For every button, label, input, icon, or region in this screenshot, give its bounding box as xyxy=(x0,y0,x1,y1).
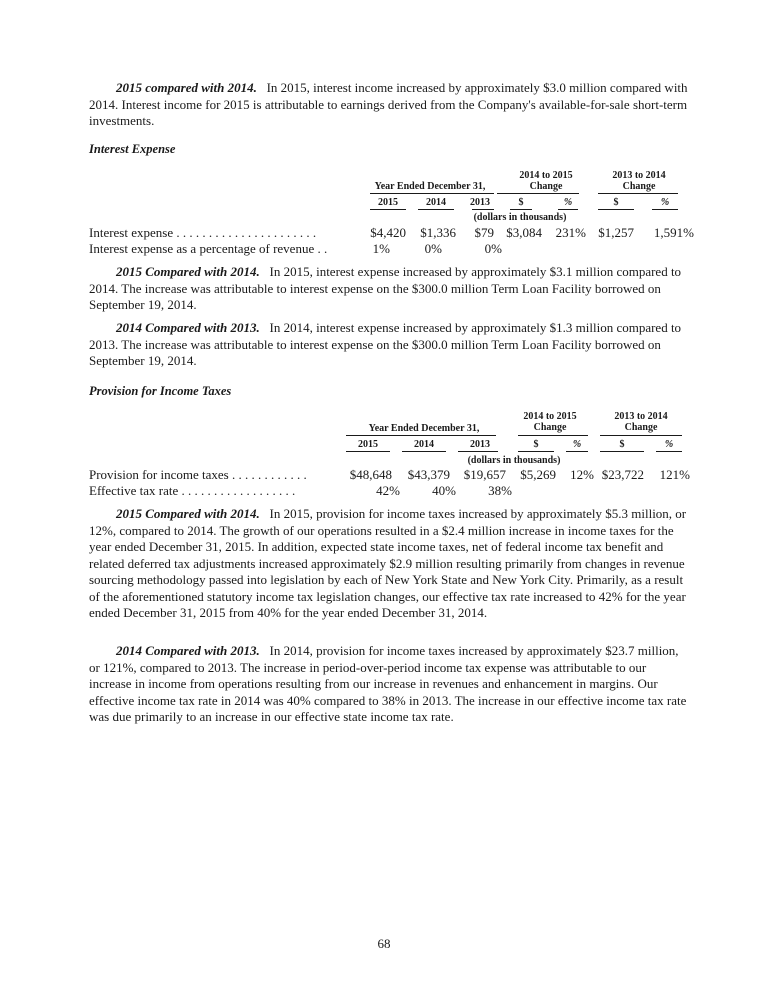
paragraph-text: In 2014, provision for income taxes increased by approximately $23.7 million, or 121%, compared to 2013. The increase in period-over-period income tax expense was attributable to our increase in income from operations resulting from our increase in revenues and enhancement in margins. Our effective income tax rate in 2014 was 40% compared to 38% in 2013. The increase in our effective income tax rate was due primarily to an increase in our effective state income tax rate. xyxy=(89,643,687,724)
paragraph-text: In 2015, provision for income taxes increased by approximately $5.3 million, or 12%, compared to 2014. The growth of our operations resulted in a $2.4 million increase in income taxes for the year ended December 31, 2015. In addition, expected state income taxes, net of federal income tax benefit and related deferred tax adjustments increased approximately $2.9 million resulting primarily from changes in revenue sourcing methodology passed into legislation by each of New York State and New York City. Primarily, as a result of the aforementioned statutory income tax legislation changes, our effective tax rate increased to 42% for the year ended December 31, 2015 from 40% for the year ended December 31, 2014. xyxy=(89,506,687,620)
col-percent-change-a: % xyxy=(563,197,573,208)
cell-2015: 42% xyxy=(376,483,400,498)
cell-2015: $4,420 xyxy=(370,225,406,240)
paragraph-text: In 2014, interest expense increased by approximately $1.3 million compared to 2013. The increase was attributable to interest expense on the $300.0 million Term Loan Facility borrowed on September 19, 2014. xyxy=(89,320,682,368)
paragraph-lead: 2015 Compared with 2014. xyxy=(116,264,260,279)
paragraph-lead: 2015 compared with 2014. xyxy=(116,80,257,95)
col-2013: 2013 xyxy=(470,439,490,450)
header-year-ended: Year Ended December 31, xyxy=(368,423,480,434)
cell-percent-change-a: 231% xyxy=(555,225,586,240)
cell-dollar-change-a: $3,084 xyxy=(506,225,542,240)
cell-2013: $19,657 xyxy=(463,467,506,482)
page-number: 68 xyxy=(377,936,391,951)
col-dollar-change-b: $ xyxy=(619,439,625,450)
cell-dollar-change-b: $1,257 xyxy=(598,225,634,240)
header-change-2013-2014: 2013 to 2014 Change xyxy=(612,170,666,192)
col-dollar-change-a: $ xyxy=(518,197,524,208)
interest-expense-2015-paragraph xyxy=(89,264,689,314)
cell-percent-change-a: 12% xyxy=(570,467,594,482)
interest-expense-2014-paragraph xyxy=(89,320,689,370)
units-note: (dollars in thousands) xyxy=(467,455,561,466)
provision-2014-paragraph xyxy=(89,643,689,726)
cell-dollar-change-a: $5,269 xyxy=(520,467,556,482)
header-year-ended: Year Ended December 31, xyxy=(374,181,486,192)
cell-percent-change-b: 1,591% xyxy=(653,225,694,240)
paragraph-text: In 2015, interest income increased by approximately $3.0 million compared with 2014. Interest income for 2015 is attributable to earnings derived from the Company's available-for-sale short-term investments. xyxy=(89,80,688,128)
interest-income-paragraph xyxy=(89,80,689,130)
col-2014: 2014 xyxy=(426,197,446,208)
header-change-2014-2015: 2014 to 2015 Change xyxy=(523,411,577,433)
row-label-provision: Provision for income taxes . . . . . . . . . . . . xyxy=(89,467,307,482)
cell-percent-change-b: 121% xyxy=(659,467,690,482)
cell-dollar-change-b: $23,722 xyxy=(601,467,644,482)
col-2015: 2015 xyxy=(358,439,378,450)
cell-2015: $48,648 xyxy=(349,467,392,482)
provision-heading: Provision for Income Taxes xyxy=(89,384,232,398)
col-2015: 2015 xyxy=(378,197,398,208)
cell-2013: 0% xyxy=(484,241,502,256)
col-dollar-change-a: $ xyxy=(533,439,539,450)
cell-2015: 1% xyxy=(372,241,390,256)
col-percent-change-b: % xyxy=(660,197,670,208)
row-label-interest-expense-pct: Interest expense as a percentage of revenue . . xyxy=(89,241,328,256)
cell-2014: $43,379 xyxy=(407,467,450,482)
header-change-2014-2015: 2014 to 2015 Change xyxy=(519,170,573,192)
interest-expense-heading: Interest Expense xyxy=(89,142,176,156)
row-label-interest-expense: Interest expense . . . . . . . . . . . . . . . . . . . . . . xyxy=(89,225,317,240)
cell-2013: $79 xyxy=(474,225,494,240)
units-note: (dollars in thousands) xyxy=(473,212,567,223)
paragraph-lead: 2014 Compared with 2013. xyxy=(116,643,260,658)
row-label-effective-tax-rate: Effective tax rate . . . . . . . . . . . . . . . . . . xyxy=(89,483,296,498)
col-2013: 2013 xyxy=(470,197,490,208)
cell-2014: 40% xyxy=(432,483,456,498)
col-dollar-change-b: $ xyxy=(613,197,619,208)
provision-2015-paragraph xyxy=(89,506,689,622)
paragraph-lead: 2014 Compared with 2013. xyxy=(116,320,260,335)
paragraph-text: In 2015, interest expense increased by approximately $3.1 million compared to 2014. The increase was attributable to interest expense on the $300.0 million Term Loan Facility borrowed on September 19, 2014. xyxy=(89,264,682,312)
paragraph-lead: 2015 Compared with 2014. xyxy=(116,506,260,521)
cell-2014: 0% xyxy=(424,241,442,256)
cell-2014: $1,336 xyxy=(420,225,456,240)
cell-2013: 38% xyxy=(488,483,512,498)
col-2014: 2014 xyxy=(414,439,434,450)
col-percent-change-a: % xyxy=(572,439,582,450)
header-change-2013-2014: 2013 to 2014 Change xyxy=(614,411,668,433)
col-percent-change-b: % xyxy=(664,439,674,450)
